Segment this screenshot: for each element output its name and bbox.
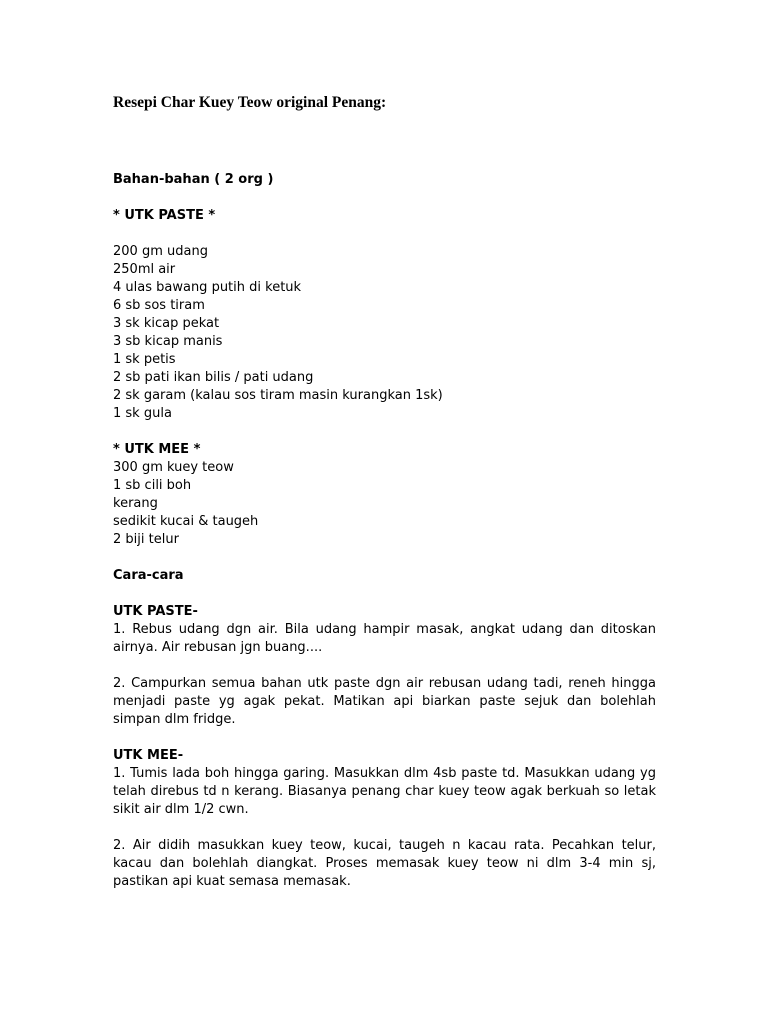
- list-item: 2 sk garam (kalau sos tiram masin kurangkan 1sk): [113, 388, 443, 403]
- paste-ingredients-list: [113, 243, 656, 423]
- list-item: 3 sb kicap manis: [113, 334, 223, 349]
- list-item: 4 ulas bawang putih di ketuk: [113, 280, 302, 295]
- mee-ingredients-list: [113, 459, 656, 549]
- list-item: 2 biji telur: [113, 532, 179, 547]
- spacer: [113, 819, 656, 837]
- paste-method-heading: UTK PASTE-: [113, 604, 198, 619]
- list-item: kerang: [113, 496, 158, 511]
- mee-step-2: 2. Air didih masukkan kuey teow, kucai, taugeh n kacau rata. Pecahkan telur, kacau dan bolehlah diangkat. Proses memasak kuey teow ni dlm 3-4 min sj, pastikan api kuat semasa memasak.: [113, 838, 656, 889]
- recipe-document: [113, 93, 656, 891]
- ingredients-heading: Bahan-bahan ( 2 org ): [113, 172, 274, 187]
- recipe-title: Resepi Char Kuey Teow original Penang:: [113, 94, 387, 111]
- list-item: 1 sb cili boh: [113, 478, 192, 493]
- paste-step-1: 1. Rebus udang dgn air. Bila udang hampir masak, angkat udang dan ditoskan airnya. Air rebusan jgn buang....: [113, 622, 656, 655]
- list-item: 3 sk kicap pekat: [113, 316, 220, 331]
- spacer: [113, 585, 656, 603]
- mee-method-heading: UTK MEE-: [113, 748, 184, 763]
- paste-ingredients-heading: * UTK PASTE *: [113, 208, 216, 223]
- list-item: 2 sb pati ikan bilis / pati udang: [113, 370, 314, 385]
- list-item: sedikit kucai & taugeh: [113, 514, 259, 529]
- list-item: 1 sk petis: [113, 352, 176, 367]
- spacer: [113, 549, 656, 567]
- spacer: [113, 729, 656, 747]
- list-item: 6 sb sos tiram: [113, 298, 205, 313]
- spacer: [113, 113, 656, 171]
- spacer: [113, 225, 656, 243]
- list-item: 200 gm udang: [113, 244, 208, 259]
- list-item: 300 gm kuey teow: [113, 460, 234, 475]
- spacer: [113, 423, 656, 441]
- paste-step-2: 2. Campurkan semua bahan utk paste dgn air rebusan udang tadi, reneh hingga menjadi paste yg agak pekat. Matikan api biarkan paste sejuk dan bolehlah simpan dlm fridge.: [113, 676, 656, 727]
- mee-step-1: 1. Tumis lada boh hingga garing. Masukkan dlm 4sb paste td. Masukkan udang yg telah direbus td n kerang. Biasanya penang char kuey teow agak berkuah so letak sikit air dlm 1/2 cwn.: [113, 766, 656, 817]
- spacer: [113, 189, 656, 207]
- mee-ingredients-heading: * UTK MEE *: [113, 442, 201, 457]
- list-item: 250ml air: [113, 262, 176, 277]
- list-item: 1 sk gula: [113, 406, 172, 421]
- spacer: [113, 657, 656, 675]
- method-heading: Cara-cara: [113, 568, 184, 583]
